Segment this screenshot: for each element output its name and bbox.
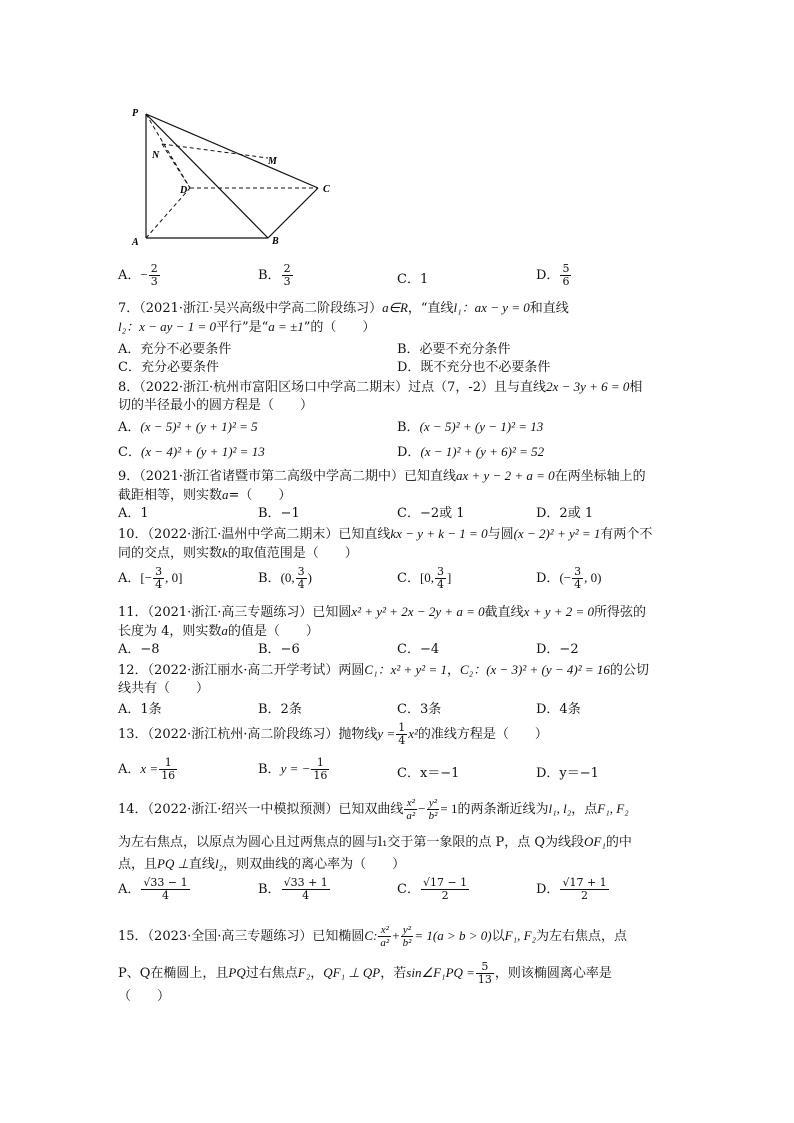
q13-option-c[interactable]: C．x＝−1 — [397, 766, 460, 781]
q14-option-a[interactable]: A． $\frac{√33 - 1}{4}$ — [118, 876, 188, 902]
q12-option-b[interactable]: B．2条 — [258, 702, 302, 717]
label-d: D — [180, 185, 188, 196]
q13-option-a[interactable]: A．x = $\frac{1}{16}$ — [118, 756, 176, 782]
q12-line1: 12．（2022·浙江丽水·高二开学考试）两圆C₁：x² + y² = 1，C₂：(x − 3)² + (y − 4)² = 16的公切 — [118, 662, 649, 678]
q10-option-a[interactable]: A．[− $\frac{3}{4}$ , 0] — [118, 565, 183, 591]
q10-option-c[interactable]: C．[0, $\frac{3}{4}$ ] — [397, 565, 452, 591]
q11-option-c[interactable]: C．−4 — [397, 642, 440, 657]
q8-line1: 8．（2022·浙江·杭州市富阳区场口中学高二期末）过点（7，-2）且与直线2x − 3y + 6 = 0相 — [118, 379, 643, 395]
q9-option-d[interactable]: D．2或 1 — [536, 506, 594, 521]
q14-option-d[interactable]: D． $\frac{√17 + 1}{2}$ — [536, 876, 607, 902]
q8-line2: 切的半径最小的圆方程是（ ） — [118, 398, 314, 413]
q13-line: 13．（2022·浙江杭州·高二阶段练习）抛物线y = $\frac{1}{4}$ x²的准线方程是（ ） — [118, 721, 548, 747]
q7-option-d[interactable]: D．既不充分也不必要条件 — [397, 360, 551, 375]
label-c: C — [323, 184, 330, 195]
pyramid-figure — [118, 102, 348, 252]
q10-line2: 同的交点，则实数k的取值范围是（ ） — [118, 545, 358, 561]
q14-line3: 点，且PQ ⊥直线l₂，则双曲线的离心率为（ ） — [118, 856, 406, 872]
q6-option-d[interactable]: D． $\frac{5}{6}$ — [536, 262, 570, 288]
q10-option-d[interactable]: D．(− $\frac{3}{4}$ , 0) — [536, 565, 602, 591]
q9-option-c[interactable]: C．−2或 1 — [397, 506, 465, 521]
q9-option-a[interactable]: A．1 — [118, 506, 149, 521]
q6-option-c[interactable]: C．1 — [397, 272, 429, 287]
q15-line2: P、Q在椭圆上，且PQ过右焦点F₂，QF₁ ⊥ QP，若sin∠F₁PQ = $\frac{5}{13}$ ，则该椭圆离心率是 — [118, 960, 612, 986]
q12-option-c[interactable]: C．3条 — [397, 702, 442, 717]
q13-option-d[interactable]: D．y＝−1 — [536, 766, 599, 781]
q9-line2: 截距相等，则实数a=（ ） — [118, 487, 292, 503]
q9-option-b[interactable]: B．−1 — [258, 506, 300, 521]
q10-option-b[interactable]: B．(0, $\frac{3}{4}$ ) — [258, 565, 312, 591]
q9-line1: 9．（2021·浙江省诸暨市第二高级中学高二期中）已知直线ax + y − 2 + a = 0在两坐标轴上的 — [118, 468, 646, 484]
q7-option-b[interactable]: B．必要不充分条件 — [397, 342, 511, 357]
q7-line1: 7．（2021·浙江·吴兴高级中学高二阶段练习）a∈R，“直线l₁：ax − y = 0和直线 — [118, 300, 569, 316]
q11-line1: 11．（2021·浙江·高三专题练习）已知圆x² + y² + 2x − 2y + a = 0截直线x + y + 2 = 0所得弦的 — [118, 604, 647, 620]
q8-option-c[interactable]: C．(x − 4)² + (y + 1)² = 13 — [118, 444, 265, 460]
label-n: N — [152, 150, 160, 161]
q6-option-b[interactable]: B． $\frac{2}{3}$ — [258, 262, 291, 288]
q12-option-d[interactable]: D．4条 — [536, 702, 581, 717]
q14-line2: 为左右焦点，以原点为圆心且过两焦点的圆与l₁交于第一象限的点 P，点 Q为线段OF₁的中 — [118, 834, 632, 850]
q12-line2: 线共有（ ） — [118, 681, 210, 696]
q11-option-b[interactable]: B．−6 — [258, 642, 300, 657]
q11-option-d[interactable]: D．−2 — [536, 642, 579, 657]
q8-option-b[interactable]: B．(x − 5)² + (y − 1)² = 13 — [397, 419, 544, 435]
q7-option-a[interactable]: A．充分不必要条件 — [118, 342, 232, 357]
q6-option-a[interactable]: A．− $\frac{2}{3}$ — [118, 262, 158, 288]
q15-line1: 15．（2023·全国·高三专题练习）已知椭圆C: $\frac{\text{x²}}{\text{a²}}$ + $\frac{\text{y²}}{\text{b²}}$ = 1(a > b > 0)以F₁, F₂为左右焦点，点 — [118, 924, 628, 949]
q14-option-c[interactable]: C． $\frac{√17 - 1}{2}$ — [397, 876, 468, 902]
q14-option-b[interactable]: B． $\frac{√33 + 1}{4}$ — [258, 876, 328, 902]
q8-option-d[interactable]: D．(x − 1)² + (y + 6)² = 52 — [397, 444, 545, 460]
q13-option-b[interactable]: B．y = − $\frac{1}{16}$ — [258, 756, 328, 782]
label-b: B — [272, 236, 279, 247]
q10-line1: 10．（2022·浙江·温州中学高二期末）已知直线kx − y + k − 1 = 0与圆(x − 2)² + y² = 1有两个不 — [118, 526, 653, 542]
q7-line2: l₂：x − ay − 1 = 0平行”是“a = ±1”的（ ） — [118, 319, 376, 335]
q11-option-a[interactable]: A．−8 — [118, 642, 160, 657]
label-p: P — [132, 108, 139, 119]
label-m: M — [268, 156, 277, 167]
q14-line1: 14．（2022·浙江·绍兴一中模拟预测）已知双曲线 $\frac{\text{x²}}{\text{a²}}$ − $\frac{\text{y²}}{\text{b²}}$ = 1的两条渐近线为l₁, l₂，点F₁, F₂ — [118, 797, 629, 822]
q15-line3: （ ） — [118, 989, 171, 1004]
q7-option-c[interactable]: C．充分必要条件 — [118, 360, 219, 375]
label-a: A — [132, 237, 139, 248]
q8-option-a[interactable]: A．(x − 5)² + (y + 1)² = 5 — [118, 419, 258, 435]
q11-line2: 长度为 4，则实数a的值是（ ） — [118, 623, 319, 639]
q12-option-a[interactable]: A．1条 — [118, 702, 162, 717]
